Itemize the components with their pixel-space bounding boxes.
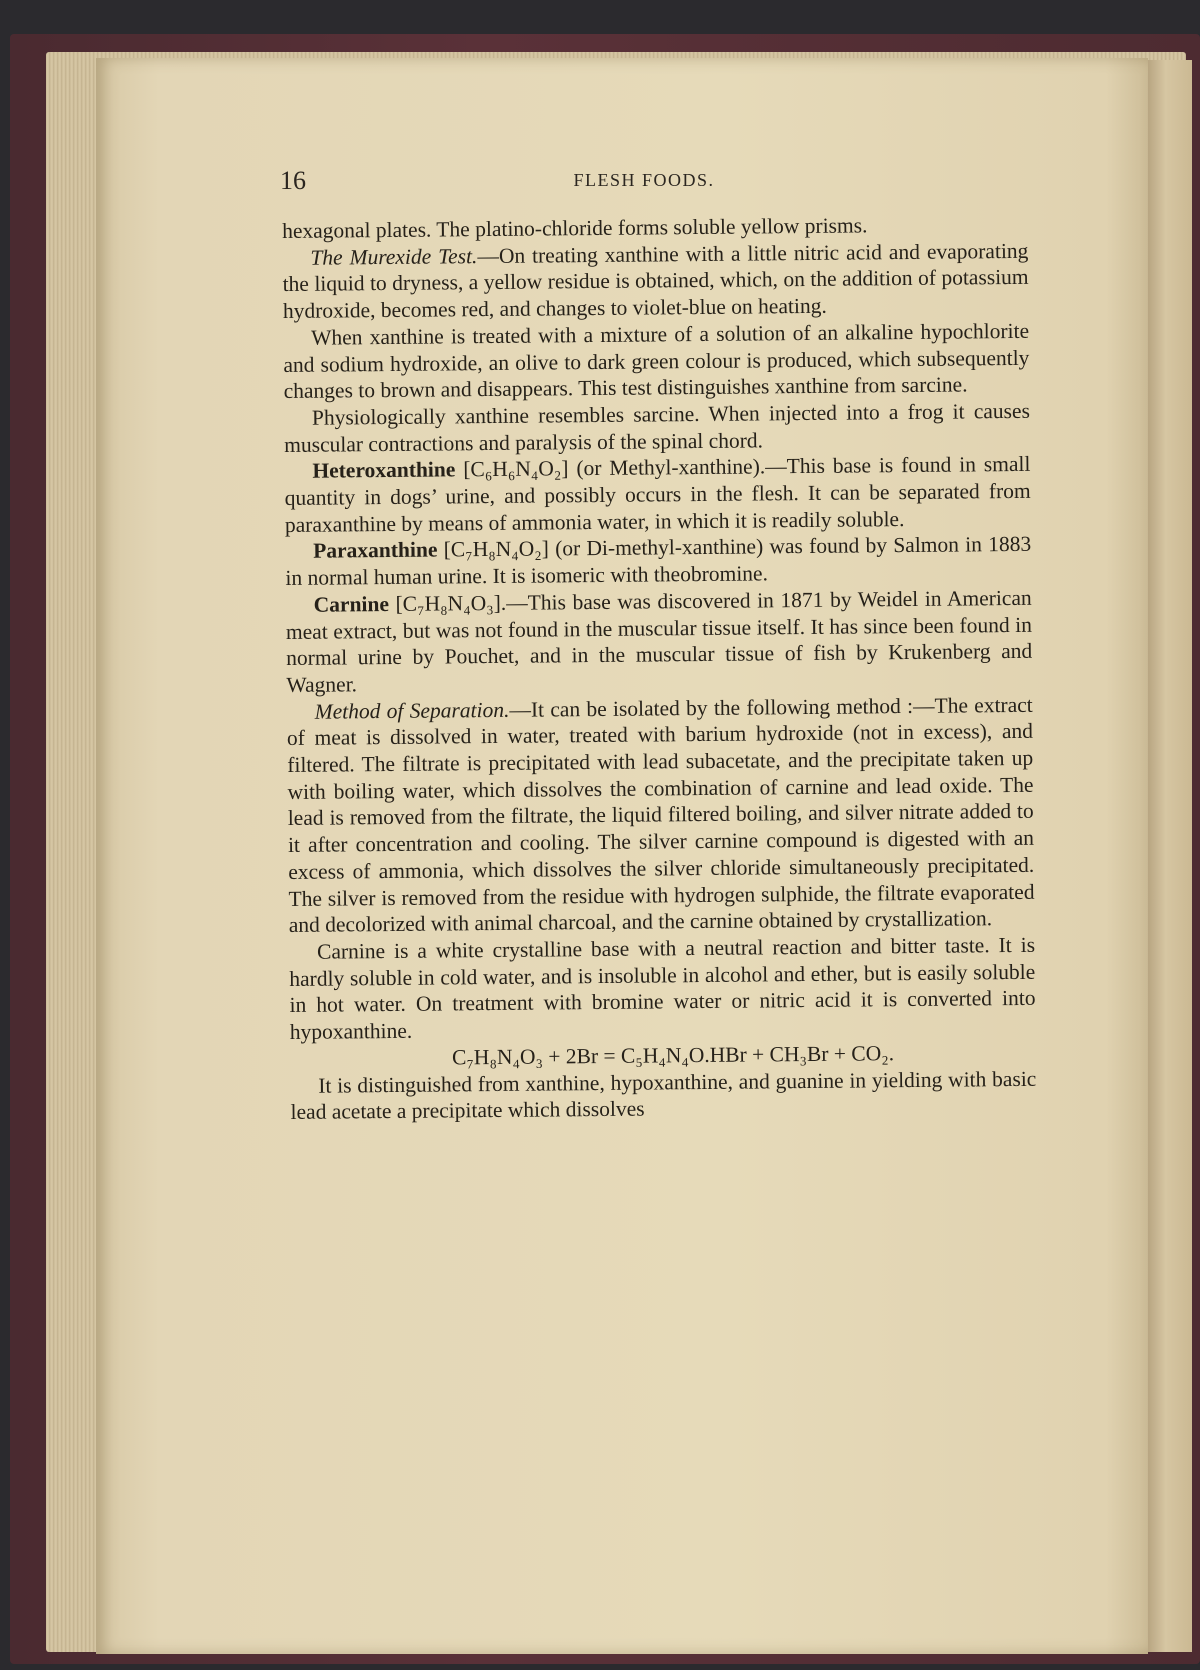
section-heading: The Murexide Test.	[310, 243, 478, 270]
compound-name: Carnine	[313, 591, 390, 617]
chemical-equation: C₇H₈N₄O₃ + 2Br = C₅H₄N₄O.HBr + CH₃Br + CO₂.	[451, 1040, 895, 1070]
compound-name: Heteroxanthine	[312, 457, 456, 484]
adjacent-page-edge	[1148, 60, 1192, 1652]
paragraph: The Murexide Test.—On treating xanthine with a little nitric acid and evaporating the liquid to dryness, a yellow residue is obtained, which, on the addition of potassium hydroxide, becomes red, and changes to violet-blue on heating.	[282, 238, 1029, 324]
paragraph: Carnine [C₇H₈N₄O₃].—This base was discovered in 1871 by Weidel in American meat extract, but was not found in the muscular tissue itself. It has since been found in normal urine by Pouchet, and in the muscular tissue of fish by Krukenberg and Wagner.	[285, 585, 1033, 697]
running-title: FLESH FOODS.	[573, 170, 715, 190]
page-number: 16	[280, 166, 306, 195]
page-header	[180, 166, 1028, 196]
paragraph: hexagonal plates. The platino-chloride forms soluble yellow prisms.	[282, 213, 868, 243]
paragraph: It is distinguished from xanthine, hypoxanthine, and guanine in yielding with basic lead acetate a precipitate which dissolves	[290, 1066, 1037, 1125]
body-text	[282, 211, 1037, 1126]
paragraph: Paraxanthine [C₇H₈N₄O₂] (or Di-methyl-xanthine) was found by Salmon in 1883 in normal human urine. It is isomeric with theobromine.	[285, 532, 1032, 591]
paragraph: Method of Separation.—It can be isolated by the following method :—The extract of meat is dissolved in water, treated with barium hydroxide (not in excess), and filtered. The filtrate is precipitated with lead subacetate, and the precipitate taken up with boiling water, which dissolves the combination of carnine and lead oxide. The lead is removed from the filtrate, the liquid filtered boiling, and silver nitrate added to it after concentration and cooling. The silver carnine compound is digested with an excess of ammonia, which dissolves the silver chloride simultaneously precipitated. The silver is removed from the residue with hydrogen sulphide, the filtrate evaporated and decolorized with animal charcoal, and the carnine obtained by crystallization.	[286, 692, 1035, 938]
section-heading: Method of Separation.	[314, 697, 510, 724]
paragraph: When xanthine is treated with a mixture of a solution of an alkaline hypochlorite and sodium hydroxide, an olive to dark green colour is produced, which subsequently changes to brown and disappears. This test distinguishes xanthine from sarcine.	[283, 318, 1030, 404]
compound-name: Paraxanthine	[313, 537, 438, 564]
paragraph: Heteroxanthine [C₆H₆N₄O₂] (or Methyl-xanthine).—This base is found in small quantity in dogs’ urine, and possibly occurs in the flesh. It can be separated from paraxanthine by means of ammonia water, in which it is readily soluble.	[284, 452, 1031, 537]
chemical-formula: [C₇H₈N₄O₂]	[443, 536, 550, 562]
paragraph: Carnine is a white crystalline base with a neutral reaction and bitter taste. It is hardly soluble in cold water, and is insoluble in alcohol and ether, but is easily soluble in hot water. On treatment with bromine water or nitric acid it is converted into hypoxanthine.	[289, 932, 1036, 1045]
chemical-formula: [C₆H₆N₄O₂]	[463, 456, 569, 482]
paragraph: Physiologically xanthine resembles sarcine. When injected into a frog it causes muscular contractions and paralysis of the spinal chord.	[284, 398, 1030, 457]
chemical-formula: [C₇H₈N₄O₃]	[395, 590, 501, 616]
